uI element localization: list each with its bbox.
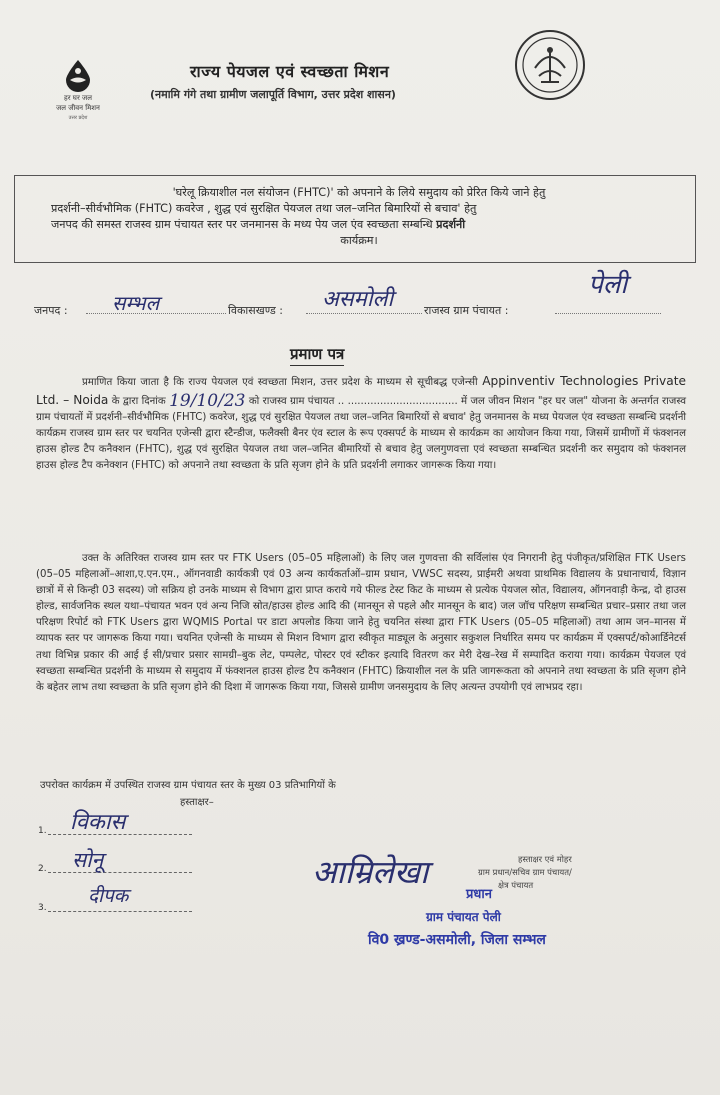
participant-name-handwritten: दीपक — [88, 885, 129, 907]
certificate-paragraph-2: उक्त के अतिरिक्त राजस्व ग्राम स्तर पर FTK Users (05–05 महिलाओं) के लिए जल गुणवत्ता की सर्विलांस एंव निगरानी हेतु पंजीकृत/प्रशिक्षित FTK Users (05–05 महिलाओं–आशा,ए.एन.एम., ऑगनवाडी कार्यकत्री एवं 03 अन्य कार्यकर्ताओं–ग्राम प्रधान, VWSC सदस्य, प्राईमरी अथवा प्राथमिक विद्यालय के प्रधानाचार्य, विज्ञान छात्रों में से किन्ही 03 सदस्य) जो सक्रिय हो उनके माध्यम से विभाग द्वारा प्राप्त कराये गये फील्ड टेस्ट किट के माध्यम से प्रत्येक पेयजल स्रोत, विद्यालय, ऑगनवाड़ी केन्द्र, दो हाउस होल्ड, सार्वजनिक स्थल यथा–पंचायत भवन एवं अन्य निजि स्रोत/हाउस होल्ड आदि की (मानसून से पहले और मानसून के बाद) जल जॉच परिक्षण सम्बन्धित प्रचार–प्रसार तथा जल परिक्षण रिपोर्ट को FTK Users द्वारा WQMIS Portal पर डाटा अपलोड किया जाने हेतु चयनित संस्था द्वारा FTK Users (05–05 महिलाओं) तथा आम जन–मानस में व्यापक स्तर पर जागरूक किया गया। चयनित एजेन्सी के माध्यम से मिशन विभाग द्वारा स्वीकृत माड्यूल के अनुसार सकुशल निर्धारित समय पर कार्यक्रम में एक्सपर्ट/कोआर्डिनेटर्स तथा विभिन्न प्रकार की आई ई सी/प्रचार प्रसार सामग्री–बुक लेट, पम्पलेट, पोस्टर एवं स्टीकर इत्यादि वितरण कर मेरी देख–रेख में सम्पादित कराया गया। कार्यक्रम पेयजल एवं स्वच्छता सम्बन्धित प्रदर्शनी के माध्यम से समुदाय में फंक्शनल हाउस होल्ड टैप कनैक्शन (FHTC) क्रियाशील नल के प्रति जागरूकता को अपनाने तथा स्वच्छता के प्रति सृजग होने के बहेतर लाभ तथा स्वच्छता के प्रति सृजग होने की दिशा में जागरूक किया गया, जिससे ग्रामीण जनसमुदाय के लिए अत्यन्त उपयोगी एवं लाभप्रद रहा। — [36, 553, 686, 693]
certificate-title: प्रमाण पत्र — [290, 344, 344, 366]
signature-line — [48, 911, 192, 912]
subject-line-1: 'घरेलू क्रियाशील नल संयोजन (FHTC)' को अपनाने के लिये समुदाय को प्रेरित किये जाने हेतु — [172, 186, 546, 199]
stamp-line-2: ग्राम पंचायत पेली — [426, 910, 501, 924]
block-handwritten: असमोली — [322, 287, 394, 312]
up-government-seal — [513, 28, 587, 102]
participants-signature-intro: उपरोक्त कार्यक्रम में उपस्थित राजस्व ग्राम पंचायत स्तर के मुख्य 03 प्रतिभागियों के — [40, 780, 336, 791]
participant-name-handwritten: विकास — [70, 810, 126, 835]
officer-line-2: ग्राम प्रधान/सचिव ग्राम पंचायत/ — [478, 867, 572, 877]
gram-panchayat-dotted-line — [555, 312, 661, 314]
signature-line — [48, 872, 192, 873]
subject-line-3 — [51, 217, 667, 233]
subject-line-3-bold: प्रदर्शनी — [436, 218, 466, 231]
logo-line-1: हर घर जल — [64, 94, 92, 102]
signature-label: हस्ताक्षर– — [180, 797, 214, 808]
logo-line-3: उत्तर प्रदेश — [68, 115, 88, 121]
stamp-line-3: वि0 ख्रण्ड-असमोली, जिला सम्भल — [368, 932, 546, 948]
agency-name: Appinventiv Technologies Private Ltd. – Noida — [36, 374, 686, 408]
officer-line-1: हस्ताक्षर एवं मोहर — [518, 854, 572, 864]
certificate-paragraph-1 — [36, 373, 686, 475]
subject-box — [14, 175, 696, 263]
signature-number: 2. — [38, 864, 47, 874]
gram-panchayat-label: राजस्व ग्राम पंचायत : — [424, 304, 509, 317]
department-title: राज्य पेयजल एवं स्वच्छता मिशन — [190, 62, 390, 81]
program-date-handwritten: 19/10/23 — [169, 391, 246, 412]
logo-line-2: जल जीवन मिशन — [56, 104, 100, 112]
participant-name-handwritten: सोनू — [72, 848, 104, 872]
district-label: जनपद : — [34, 304, 68, 317]
har-ghar-jal-logo — [48, 58, 108, 122]
subject-line-3-text: जनपद की समस्त राजस्व ग्राम पंचायत स्तर पर जनमानस के मध्य पेय जल एंव स्वच्छता सम्बन्धि — [51, 218, 433, 231]
stamp-line-1: प्रधान — [466, 887, 492, 902]
para1-date-label: के द्वारा दिनांक — [111, 396, 166, 408]
location-fields — [0, 270, 720, 323]
para1-body: .................................. में जल जीवन मिशन "हर घर जल" योजना के अन्तर्गत राजस्व ग्राम पंचायतों में प्रदर्शनी–सीर्वभौमिक (FHTC) कवरेज, शुद्ध एवं सुरक्षित पेयजल तथा जल–जनित बिमारियों से बचाव' हेतु जनमानस के मध्य पेयजल एंव स्वच्छता सम्बन्धि प्रदर्शनी कार्यक्रम राजस्व ग्राम स्तर पर चयनित एजेन्सी द्वारा स्टैन्डीज, फलैक्सी बैनर एंव स्टाल के रूप एक्सपर्ट के माध्यम से कार्यक्रम का आयोजन किया गया, जिसमें ग्रामीणों में फंक्शनल हाउस होल्ड टैप कनैक्शन (FHTC), शुद्ध एवं सुरक्षित पेयजल तथा जल–जनित बीमारियों से बचाव हेतु जलगुणवत्ता एवं स्वच्छता सम्बन्धित प्रदर्शनी कर समुदाय को फंक्शनल हाउस होल्ड टैप कनेक्शन (FHTC) को अपनाने तथा स्वच्छता के प्रति सृजग होने के प्रति प्रदर्शनी लगाकर जागरूक किया गया। — [36, 396, 686, 472]
water-drop-icon — [61, 58, 95, 92]
para1-intro: प्रमाणित किया जाता है कि राज्य पेयजल एवं स्वच्छता मिशन, उत्तर प्रदेश के माध्यम से सूचीबद्ध एजेन्सी — [82, 377, 478, 388]
gram-panchayat-handwritten: पेली — [588, 270, 628, 300]
pradhan-signature: आम्रिलेखा — [312, 853, 429, 891]
signature-number: 1. — [38, 826, 47, 836]
pradhan-stamp — [368, 884, 546, 952]
subject-line-4: कार्यक्रम। — [340, 234, 378, 247]
signature-number: 3. — [38, 903, 47, 913]
block-label: विकासखण्ड : — [228, 304, 284, 317]
para1-gp-label: को राजस्व ग्राम पंचायत .. — [248, 396, 345, 408]
district-handwritten: सम्भल — [112, 291, 160, 315]
subject-line-2: प्रदर्शनी–सीर्वभौमिक (FHTC) कवरेज , शुद्ध एवं सुरक्षित पेयजल तथा जल–जनित बिमारियों से बचाव' हेतु — [51, 202, 477, 215]
department-subtitle: (नमामि गंगे तथा ग्रामीण जलापूर्ति विभाग, उत्तर प्रदेश शासन) — [150, 88, 396, 101]
officer-line-3: क्षेत्र पंचायत — [498, 880, 534, 890]
